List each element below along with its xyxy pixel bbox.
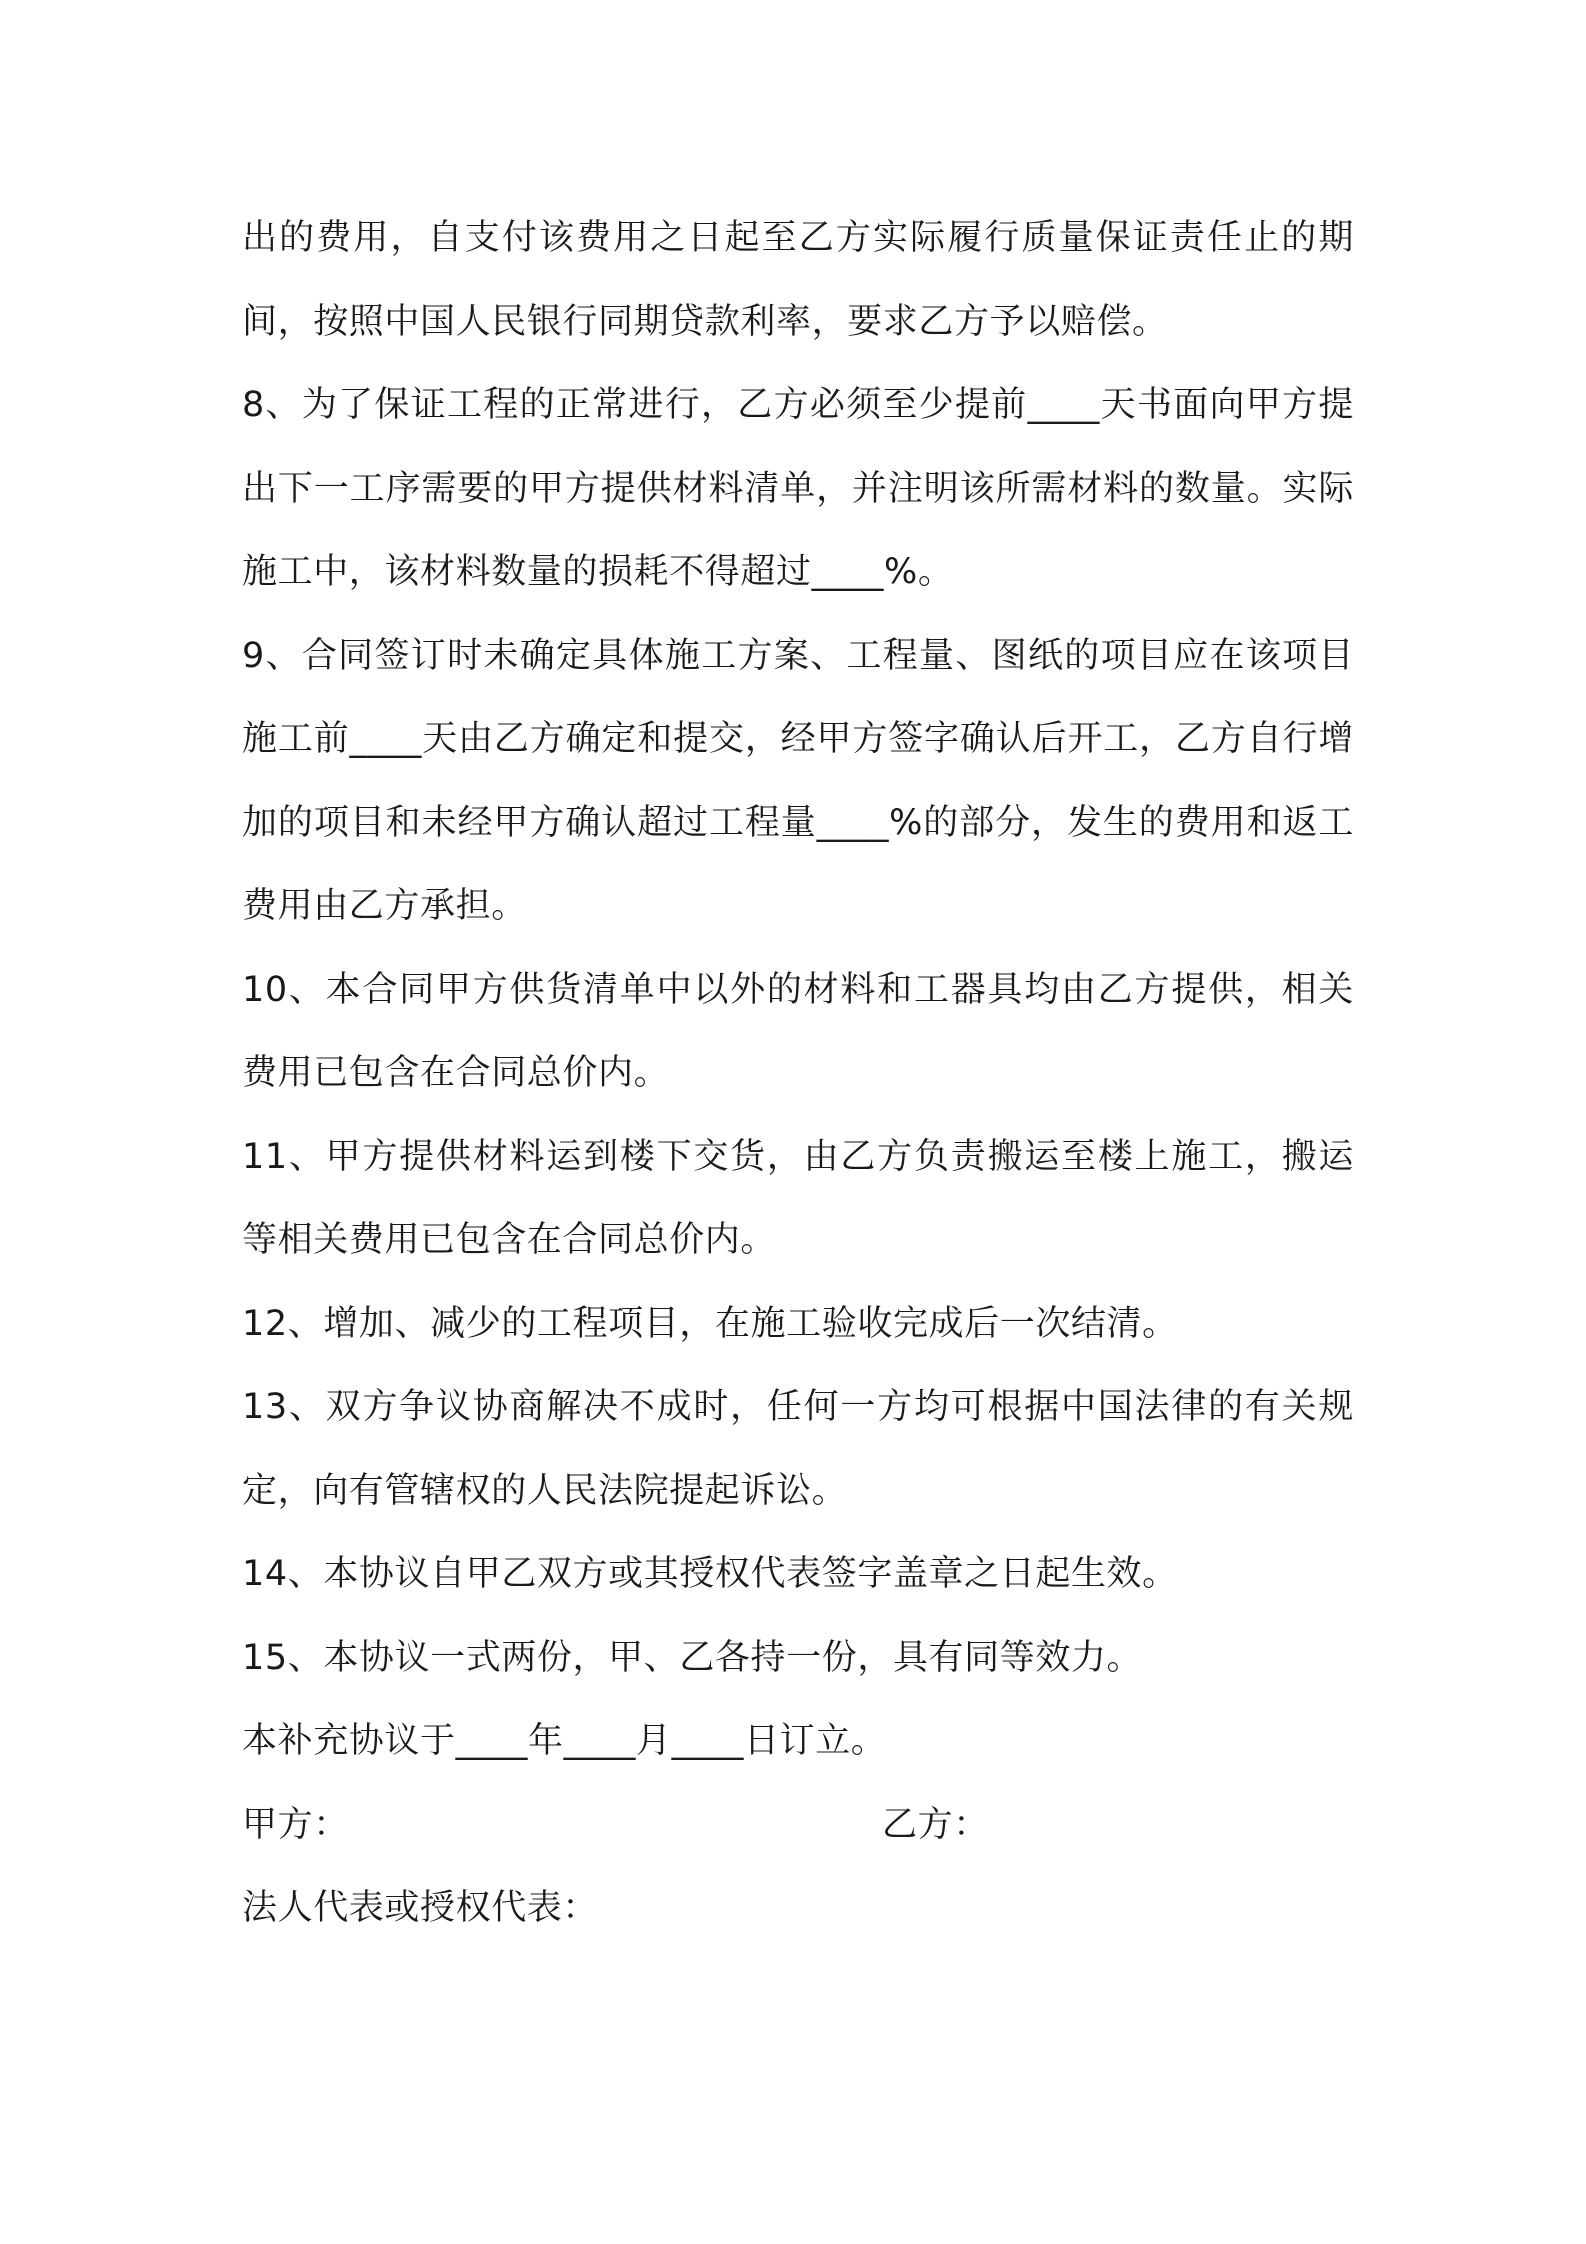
party-a-label: 甲方： — [242, 1804, 349, 1845]
party-b-label: 乙方： — [882, 1804, 989, 1845]
signing-date-line: 本补充协议于____年____月____日订立。 — [242, 1721, 887, 1761]
clause-11: 11、甲方提供材料运到楼下交货，由乙方负责搬运至楼上施工，搬运等相关费用已包含在合同总价内。 — [242, 1136, 1354, 1260]
document-body — [242, 197, 1354, 1951]
clause-10: 10、本合同甲方供货清单中以外的材料和工器具均由乙方提供，相关费用已包含在合同总价内。 — [242, 969, 1354, 1093]
clause-8: 8、为了保证工程的正常进行，乙方必须至少提前____天书面向甲方提出下一工序需要的甲方提供材料清单，并注明该所需材料的数量。实际施工中，该材料数量的损耗不得超过____%。 — [242, 385, 1354, 592]
signature-parties-row — [242, 1784, 1354, 1868]
legal-representative-label: 法人代表或授权代表： — [242, 1888, 599, 1928]
paragraph-continuation: 出的费用，自支付该费用之日起至乙方实际履行质量保证责任止的期间，按照中国人民银行同期贷款利率，要求乙方予以赔偿。 — [242, 218, 1354, 342]
clause-12: 12、增加、减少的工程项目，在施工验收完成后一次结清。 — [242, 1303, 1178, 1344]
clause-15: 15、本协议一式两份，甲、乙各持一份，具有同等效力。 — [242, 1637, 1143, 1678]
clause-14: 14、本协议自甲乙双方或其授权代表签字盖章之日起生效。 — [242, 1554, 1178, 1594]
clause-9: 9、合同签订时未确定具体施工方案、工程量、图纸的项目应在该项目施工前____天由乙方确定和提交，经甲方签字确认后开工，乙方自行增加的项目和未经甲方确认超过工程量____%的部分，发生的费用和返工费用由乙方承担。 — [242, 635, 1354, 926]
clause-13: 13、双方争议协商解决不成时，任何一方均可根据中国法律的有关规定，向有管辖权的人民法院提起诉讼。 — [242, 1387, 1354, 1511]
